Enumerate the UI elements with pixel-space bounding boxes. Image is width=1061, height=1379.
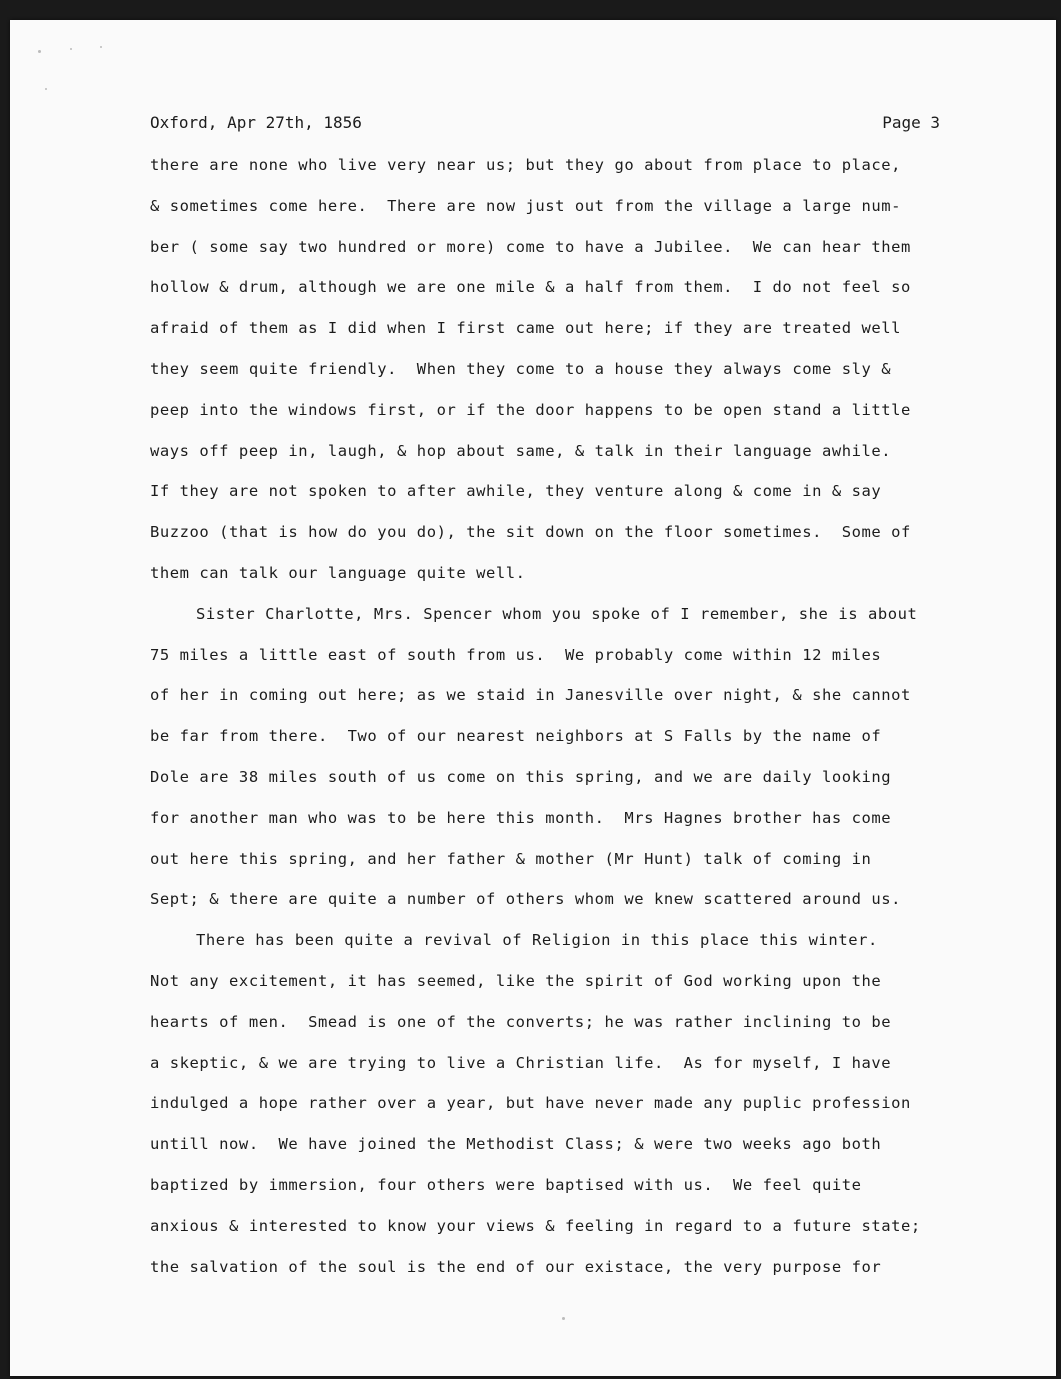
text-line: a skeptic, & we are trying to live a Christian life. As for myself, I have [150,1053,892,1072]
text-line: be far from there. Two of our nearest neighbors at S Falls by the name of [150,727,882,746]
paragraph-start-line: Sister Charlotte, Mrs. Spencer whom you spoke of I remember, she is about [196,604,918,623]
text-line: they seem quite friendly. When they come to a house they always come sly & [150,359,892,378]
text-line: them can talk our language quite well. [150,563,526,582]
text-line: If they are not spoken to after awhile, they venture along & come in & say [150,482,882,501]
text-line: out here this spring, and her father & mother (Mr Hunt) talk of coming in [150,849,872,868]
text-line: anxious & interested to know your views & feeling in regard to a future state; [150,1216,921,1235]
page-number: Page 3 [882,113,940,132]
text-line: afraid of them as I did when I first came out here; if they are treated well [150,319,902,338]
paper-speck [45,88,47,90]
text-line: ber ( some say two hundred or more) come to have a Jubilee. We can hear them [150,237,911,256]
text-line: Buzzoo (that is how do you do), the sit down on the floor sometimes. Some of [150,523,911,542]
text-line: & sometimes come here. There are now just out from the village a large num- [150,196,902,215]
text-line: hearts of men. Smead is one of the converts; he was rather inclining to be [150,1012,892,1031]
text-line: hollow & drum, although we are one mile & a half from them. I do not feel so [150,278,911,297]
text-line: for another man who was to be here this month. Mrs Hagnes brother has come [150,808,892,827]
paper-speck [70,48,72,50]
paper-speck [100,46,102,48]
page-header [150,113,940,137]
paper-speck [38,50,41,53]
text-line: Sept; & there are quite a number of others whom we knew scattered around us. [150,890,902,909]
text-line: baptized by immersion, four others were baptised with us. We feel quite [150,1175,862,1194]
text-line: ways off peep in, laugh, & hop about same, & talk in their language awhile. [150,441,892,460]
letter-date: Oxford, Apr 27th, 1856 [150,113,362,132]
text-line: Dole are 38 miles south of us come on this spring, and we are daily looking [150,767,892,786]
text-line: peep into the windows first, or if the door happens to be open stand a little [150,400,911,419]
paper-speck [562,1317,565,1320]
text-line: the salvation of the soul is the end of our existace, the very purpose for [150,1257,882,1276]
text-line: untill now. We have joined the Methodist Class; & were two weeks ago both [150,1135,882,1154]
text-line: Not any excitement, it has seemed, like the spirit of God working upon the [150,971,882,990]
paragraph-start-line: There has been quite a revival of Religion in this place this winter. [196,931,878,950]
text-line: indulged a hope rather over a year, but have never made any puplic profession [150,1094,911,1113]
text-line: 75 miles a little east of south from us. We probably come within 12 miles [150,645,882,664]
text-line: there are none who live very near us; but they go about from place to place, [150,156,902,174]
text-line: of her in coming out here; as we staid in Janesville over night, & she cannot [150,686,911,705]
letter-body [150,150,950,1292]
